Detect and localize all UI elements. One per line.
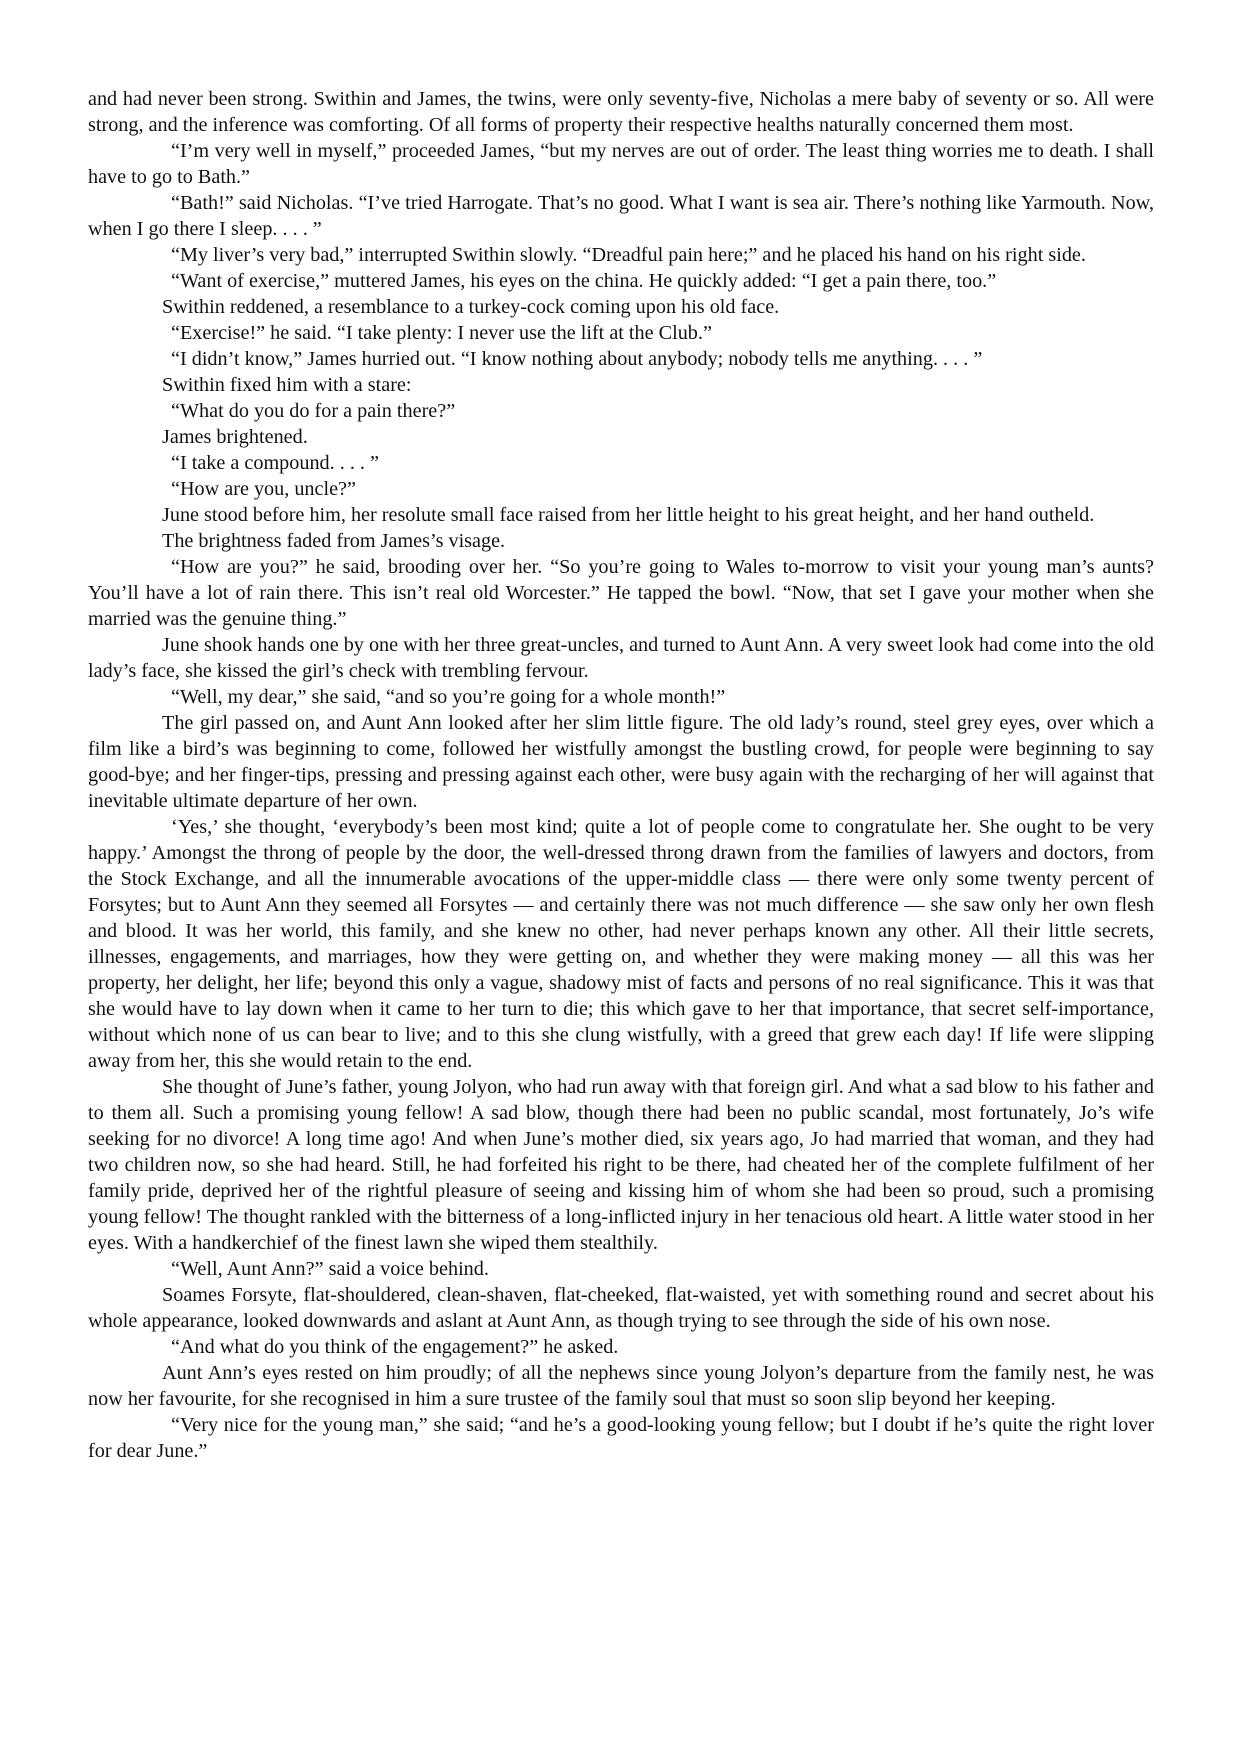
paragraph: Soames Forsyte, flat-shouldered, clean-shaven, flat-cheeked, flat-waisted, yet with something round and secret about his whole appearance, looked downwards and aslant at Aunt Ann, as though trying to see through the side of his own nose. [88,1284,1154,1332]
paragraph: Swithin fixed him with a stare: [162,374,412,396]
paragraph: Swithin reddened, a resemblance to a turkey-cock coming upon his old face. [162,296,780,318]
paragraph: Aunt Ann’s eyes rested on him proudly; of all the nephews since young Jolyon’s departure from the family nest, he was now her favourite, for she recognised in him a sure trustee of the family soul that must so soon slip beyond her keeping. [88,1362,1154,1410]
paragraph: “I didn’t know,” James hurried out. “I know nothing about anybody; nobody tells me anything. . . . ” [171,348,983,370]
paragraph: “Very nice for the young man,” she said; “and he’s a good-looking young fellow; but I doubt if he’s quite the right lover for dear June.” [88,1414,1154,1462]
paragraph: ‘Yes,’ she thought, ‘everybody’s been most kind; quite a lot of people come to congratulate her. She ought to be very happy.’ Amongst the throng of people by the door, the well-dressed throng drawn from the families of lawyers and doctors, from the Stock Exchange, and all the innumerable avocations of the upper-middle class — there were only some twenty percent of Forsytes; but to Aunt Ann they seemed all Forsytes — and certainly there was not much difference — she saw only her own flesh and blood. It was her world, this family, and she knew no other, had never perhaps known any other. All their little secrets, illnesses, engagements, and marriages, how they were getting on, and whether they were making money — all this was her property, her delight, her life; beyond this only a vague, shadowy mist of facts and persons of no real significance. This it was that she would have to lay down when it came to her turn to die; this which gave to her that importance, that secret self-importance, without which none of us can bear to live; and to this she clung wistfully, with a greed that grew each day! If life were slipping away from her, this she would retain to the end. [88,816,1154,1072]
paragraph: “Well, Aunt Ann?” said a voice behind. [171,1258,489,1280]
paragraph: “Want of exercise,” muttered James, his eyes on the china. He quickly added: “I get a pain there, too.” [171,270,997,292]
paragraph: “My liver’s very bad,” interrupted Swithin slowly. “Dreadful pain here;” and he placed his hand on his right side. [171,244,1086,266]
paragraph: “How are you?” he said, brooding over her. “So you’re going to Wales to-morrow to visit your young man’s aunts? You’ll have a lot of rain there. This isn’t real old Worcester.” He tapped the bowl. “Now, that set I gave your mother when she married was the genuine thing.” [88,556,1154,630]
paragraph: and had never been strong. Swithin and James, the twins, were only seventy-five, Nicholas a mere baby of seventy or so. All were strong, and the inference was comforting. Of all forms of property their respective healths naturally concerned them most. [88,88,1154,136]
paragraph: “I’m very well in myself,” proceeded James, “but my nerves are out of order. The least thing worries me to death. I shall have to go to Bath.” [88,140,1154,188]
paragraph: June stood before him, her resolute small face raised from her little height to his great height, and her hand outheld. [162,504,1095,526]
paragraph: “Well, my dear,” she said, “and so you’re going for a whole month!” [171,686,726,708]
paragraph: The girl passed on, and Aunt Ann looked after her slim little figure. The old lady’s round, steel grey eyes, over which a film like a bird’s was beginning to come, followed her wistfully amongst the bustling crowd, for people were beginning to say good-bye; and her finger-tips, pressing and pressing against each other, were busy again with the recharging of her will against that inevitable ultimate departure of her own. [88,712,1154,812]
paragraph: “I take a compound. . . . ” [171,452,379,474]
paragraph: “And what do you think of the engagement?” he asked. [171,1336,619,1358]
paragraph: James brightened. [162,426,308,448]
paragraph: She thought of June’s father, young Jolyon, who had run away with that foreign girl. And what a sad blow to his father and to them all. Such a promising young fellow! A sad blow, though there had been no public scandal, most fortunately, Jo’s wife seeking for no divorce! A long time ago! And when June’s mother died, six years ago, Jo had married that woman, and they had two children now, so she had heard. Still, he had forfeited his right to be there, had cheated her of the complete fulfilment of her family pride, deprived her of the rightful pleasure of seeing and kissing him of whom she had been so proud, such a promising young fellow! The thought rankled with the bitterness of a long-inflicted injury in her tenacious old heart. A little water stood in her eyes. With a handkerchief of the finest lawn she wiped them stealthily. [88,1076,1154,1254]
paragraph: “How are you, uncle?” [171,478,356,500]
paragraph: June shook hands one by one with her three great-uncles, and turned to Aunt Ann. A very sweet look had come into the old lady’s face, she kissed the girl’s check with trembling fervour. [88,634,1154,682]
book-page [88,86,1154,1464]
paragraph: The brightness faded from James’s visage. [162,530,506,552]
paragraph: “What do you do for a pain there?” [171,400,456,422]
paragraph: “Bath!” said Nicholas. “I’ve tried Harrogate. That’s no good. What I want is sea air. There’s nothing like Yarmouth. Now, when I go there I sleep. . . . ” [88,192,1154,240]
paragraph: “Exercise!” he said. “I take plenty: I never use the lift at the Club.” [171,322,712,344]
